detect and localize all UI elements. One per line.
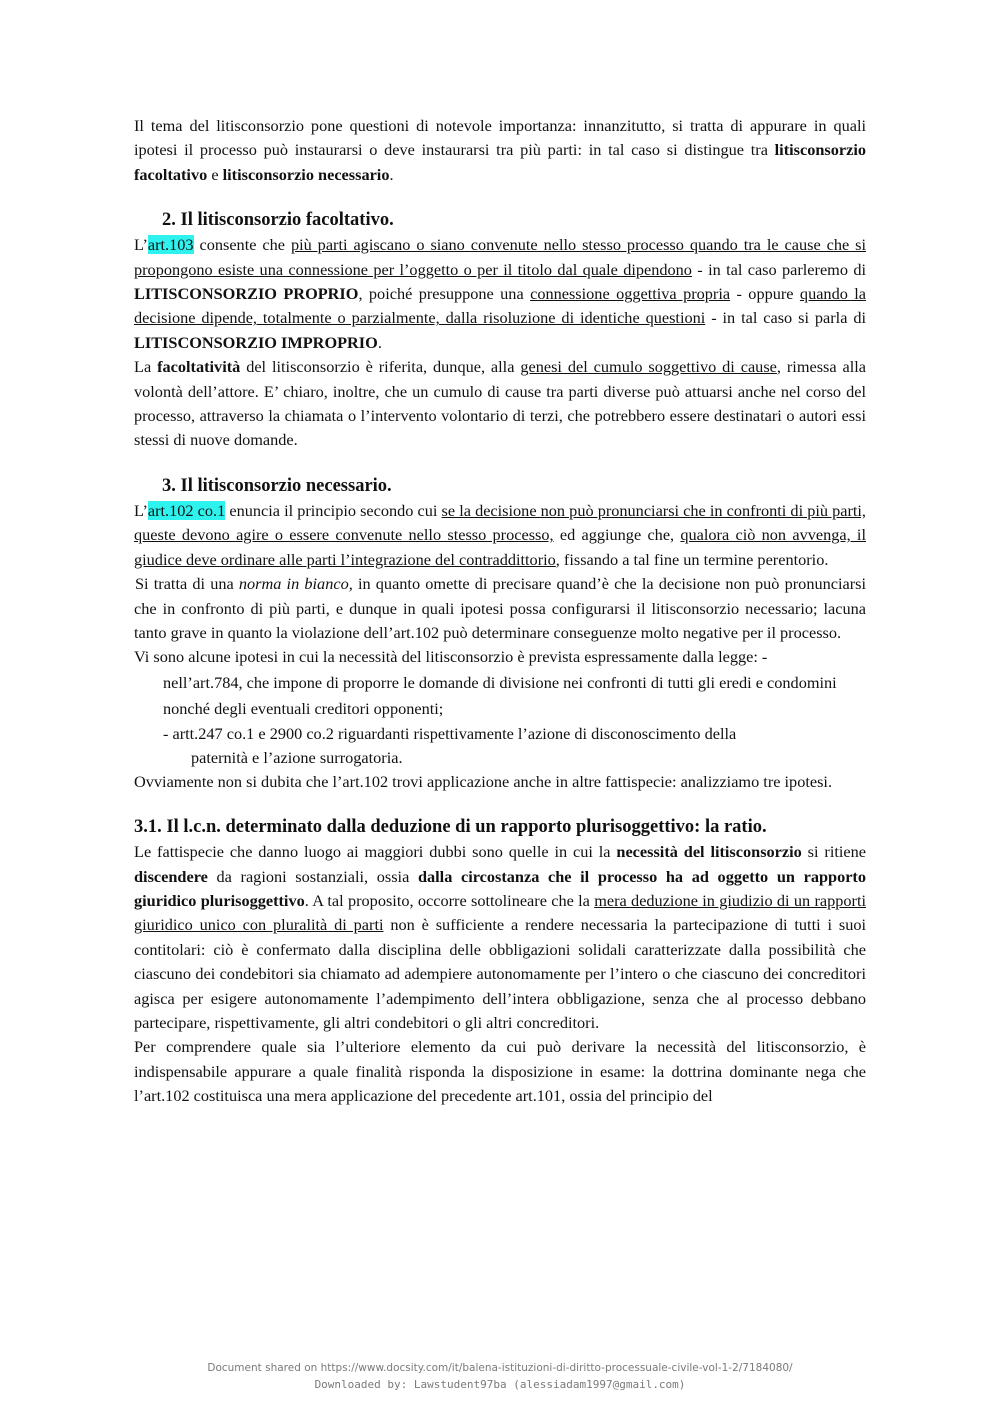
intro-paragraph: [134, 114, 866, 187]
underlined-text: mera deduzione in giudizio di un rapporti giuridico unico con pluralità di parti: [134, 890, 867, 935]
footer-downloaded-by: Downloaded by: Lawstudent97ba (alessiadam1997@gmail.com): [314, 1378, 686, 1391]
bold-term: necessità del litisconsorzio: [616, 842, 802, 862]
text: , poiché presuppone una: [358, 284, 531, 304]
section-3-heading: 3. Il litisconsorzio necessario.: [162, 475, 392, 496]
bold-term: litisconsorzio facoltativo: [134, 140, 866, 184]
bold-term: LITISCONSORZIO IMPROPRIO: [134, 332, 378, 352]
text: Le fattispecie che danno luogo ai maggiori dubbi sono quelle in cui la: [134, 842, 617, 862]
text: .: [389, 164, 394, 184]
text: - in tal caso si parla di: [705, 308, 866, 328]
text: - oppure: [730, 284, 800, 304]
section-3-paragraph-3: Vi sono alcune ipotesi in cui la necessità del litisconsorzio è prevista espressamente dalla legge: -: [134, 647, 768, 667]
bold-term: facoltatività: [157, 357, 241, 377]
text: Il tema del litisconsorzio pone questioni di notevole importanza: innanzitutto, si tratta di appurare in quali ipotesi il processo può instaurarsi o deve instaurarsi tra più parti: in tal caso si distingue tra: [134, 116, 866, 160]
text: Si tratta di una: [135, 574, 239, 594]
text: . A tal proposito, occorre sottolineare che la: [304, 890, 595, 910]
text: , rimessa alla volontà dell’attore. E’ chiaro, inoltre, che un cumulo di cause tra parti diverse può attuarsi anche nel corso del processo, attraverso la chiamata o l’intervento volontario di terzi, che potrebbero essere destinatari o autori essi stessi di nuove domande.: [134, 357, 867, 450]
text: in quanto omette di precisare quand’è che la decisione non può pronunciarsi che in confronto di più parti, e dunque in quali ipotesi possa configurarsi il litisconsorzio necessario; lacuna tanto grave in quanto la violazione dell’art.102 può determinare conseguenze molto negative per il processo.: [134, 574, 866, 642]
text: e: [207, 164, 223, 184]
text: L’: [134, 235, 148, 255]
underlined-text: più parti agiscano o siano convenute nello stesso processo quando tra le cause che si propongono esiste una connessione per l’oggetto o per il titolo dal quale dipendono: [134, 235, 867, 279]
section-2-heading: 2. Il litisconsorzio facoltativo.: [162, 210, 394, 231]
section-3-1-paragraph-1: [134, 840, 866, 1035]
bold-term: LITISCONSORZIO PROPRIO: [134, 284, 359, 304]
text: non è sufficiente a rendere necessaria la partecipazione di tutti i suoi contitolari: ciò è confermato dalla disciplina delle obbligazioni solidali caratterizzate dalla possibilità che ciascuno dei condebitori sia chiamato ad adempiere autonomamente per l’intero o che ciascuno dei concreditori agisca per esigere autonomamente l’adempimento dell’intera obbligazione, senza che al processo debbano partecipare, rispettivamente, gli altri condebitori o gli altri concreditori.: [134, 915, 866, 1032]
bold-term: litisconsorzio necessario: [222, 164, 390, 184]
section-2-paragraph-2: [134, 355, 866, 453]
article-highlight: art.102 co.1: [147, 500, 226, 520]
text: si ritiene: [801, 842, 866, 862]
section-3-paragraph-2: [134, 572, 866, 645]
underlined-text: quando la decisione dipende, totalmente o parzialmente, dalla risoluzione di identiche questioni: [134, 284, 867, 328]
section-3-paragraph-4: Ovviamente non si dubita che l’art.102 trovi applicazione anche in altre fattispecie: analizziamo tre ipotesi.: [134, 771, 833, 791]
text: L’: [134, 500, 148, 520]
underlined-text: qualora ciò non avvenga, il giudice deve ordinare alle parti l’integrazione del contraddittorio: [134, 525, 866, 569]
section-2-paragraph-1: [134, 233, 866, 355]
article-highlight: art.103: [147, 235, 194, 255]
section-3-paragraph-1: [134, 499, 866, 572]
text: paternità e l’azione surrogatoria.: [191, 747, 403, 767]
text: .: [377, 332, 382, 352]
italic-term: norma in bianco,: [238, 574, 353, 594]
text: ed aggiunge che,: [553, 525, 681, 545]
text: da ragioni sostanziali, ossia: [207, 866, 418, 886]
footer-shared-link[interactable]: Document shared on https://www.docsity.com/it/balena-istituzioni-di-diritto-processuale-civile-vol-1-2/7184080/: [207, 1362, 793, 1374]
text: - in tal caso parleremo di: [691, 259, 866, 279]
underlined-text: connessione oggettiva propria: [530, 284, 731, 304]
text: - artt.247 co.1 e 2900 co.2 riguardanti rispettivamente l’azione di disconoscimento della: [163, 723, 737, 743]
text: consente che: [193, 235, 291, 255]
section-3-1-heading: 3.1. Il l.c.n. determinato dalla deduzione di un rapporto plurisoggettivo: la ratio.: [134, 817, 767, 838]
text: La: [134, 357, 158, 377]
text: enuncia il principio secondo cui: [225, 500, 442, 520]
text: , fissando a tal fine un termine perentorio.: [555, 549, 829, 569]
document-page: [134, 114, 866, 1109]
bold-term: dalla circostanza che il processo ha ad oggetto un rapporto giuridico plurisoggettivo: [134, 866, 866, 910]
underlined-text: se la decisione non può pronunciarsi che in confronti di più parti, queste devono agire o essere convenute nello stesso processo,: [134, 500, 867, 545]
bold-term: discendere: [134, 866, 208, 886]
underlined-text: genesi del cumulo soggettivo di cause: [520, 357, 777, 377]
text: del litisconsorzio è riferita, dunque, alla: [240, 357, 521, 377]
section-3-1-paragraph-2: Per comprendere quale sia l’ulteriore elemento da cui può derivare la necessità del litisconsorzio, è indispensabile appurare a quale finalità risponda la disposizione in esame: la dottrina dominante nega che l’art.102 costituisca una mera applicazione del precedente art.101, ossia del principio del: [134, 1037, 866, 1106]
list-item: [163, 722, 866, 770]
list-item: nell’art.784, che impone di proporre le domande di divisione nei confronti di tutti gli eredi e condomini nonché degli eventuali creditori opponenti;: [163, 672, 837, 718]
